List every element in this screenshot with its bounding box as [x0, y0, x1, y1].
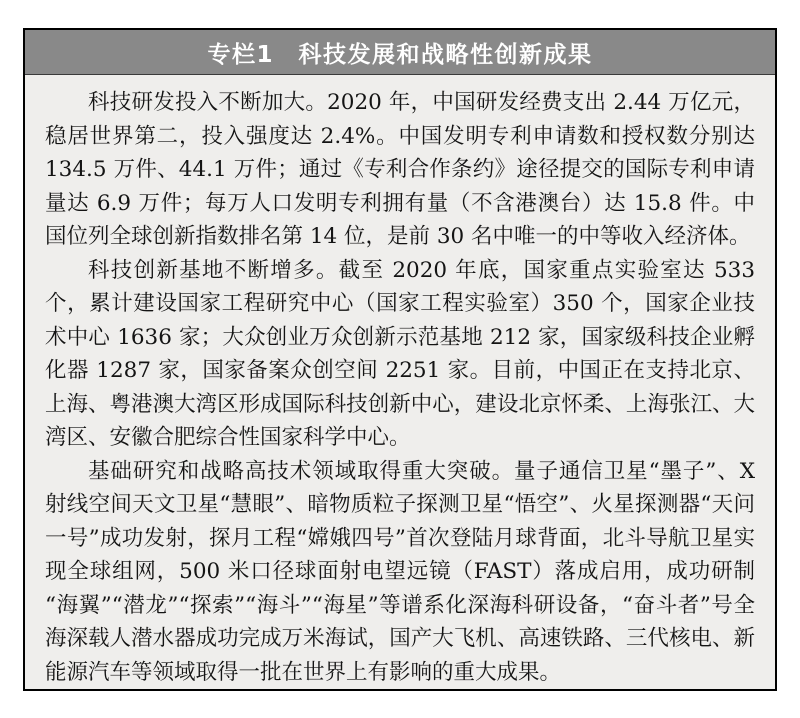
panel-header	[25, 30, 775, 75]
paragraph-innovation-bases: 科技创新基地不断增多。截至 2020 年底，国家重点实验室达 533 个，累计建设国家工程研究中心（国家工程实验室）350 个，国家企业技术中心 1636 家；大众创业万众创新示范基地 212 家，国家级科技企业孵化器 1287 家，国家备案众创空间 2251 家。目前，中国正在支持北京、上海、粤港澳大湾区形成国际科技创新中心，建设北京怀柔、上海张江、大湾区、安徽合肥综合性国家科学中心。	[45, 257, 755, 450]
panel-title: 专栏1 科技发展和战略性创新成果	[207, 41, 593, 68]
paragraph-strategic-breakthroughs: 基础研究和战略高技术领域取得重大突破。量子通信卫星“墨子”、X 射线空间天文卫星“慧眼”、暗物质粒子探测卫星“悟空”、火星探测器“天问一号”成功发射，探月工程“嫦娥四号”首次登陆月球背面，北斗导航卫星实现全球组网，500 米口径球面射电望远镜（FAST）落成启用，成功研制“海翼”“潜龙”“探索”“海斗”“海星”等谱系化深海科研设备，“奋斗者”号全海深载人潜水器成功完成万米海试，国产大飞机、高速铁路、三代核电、新能源汽车等领域取得一批在世界上有影响的重大成果。	[45, 458, 755, 685]
paragraph-rd-investment: 科技研发投入不断加大。2020 年，中国研发经费支出 2.44 万亿元，稳居世界第二，投入强度达 2.4%。中国发明专利申请数和授权数分别达 134.5 万件、44.1 万件；通过《专利合作条约》途径提交的国际专利申请量达 6.9 万件；每万人口发明专利拥有量（不含港澳台）达 15.8 件。中国位列全球创新指数排名第 14 位，是前 30 名中唯一的中等收入经济体。	[45, 90, 755, 249]
column-panel	[23, 28, 777, 691]
panel-body	[25, 75, 775, 689]
